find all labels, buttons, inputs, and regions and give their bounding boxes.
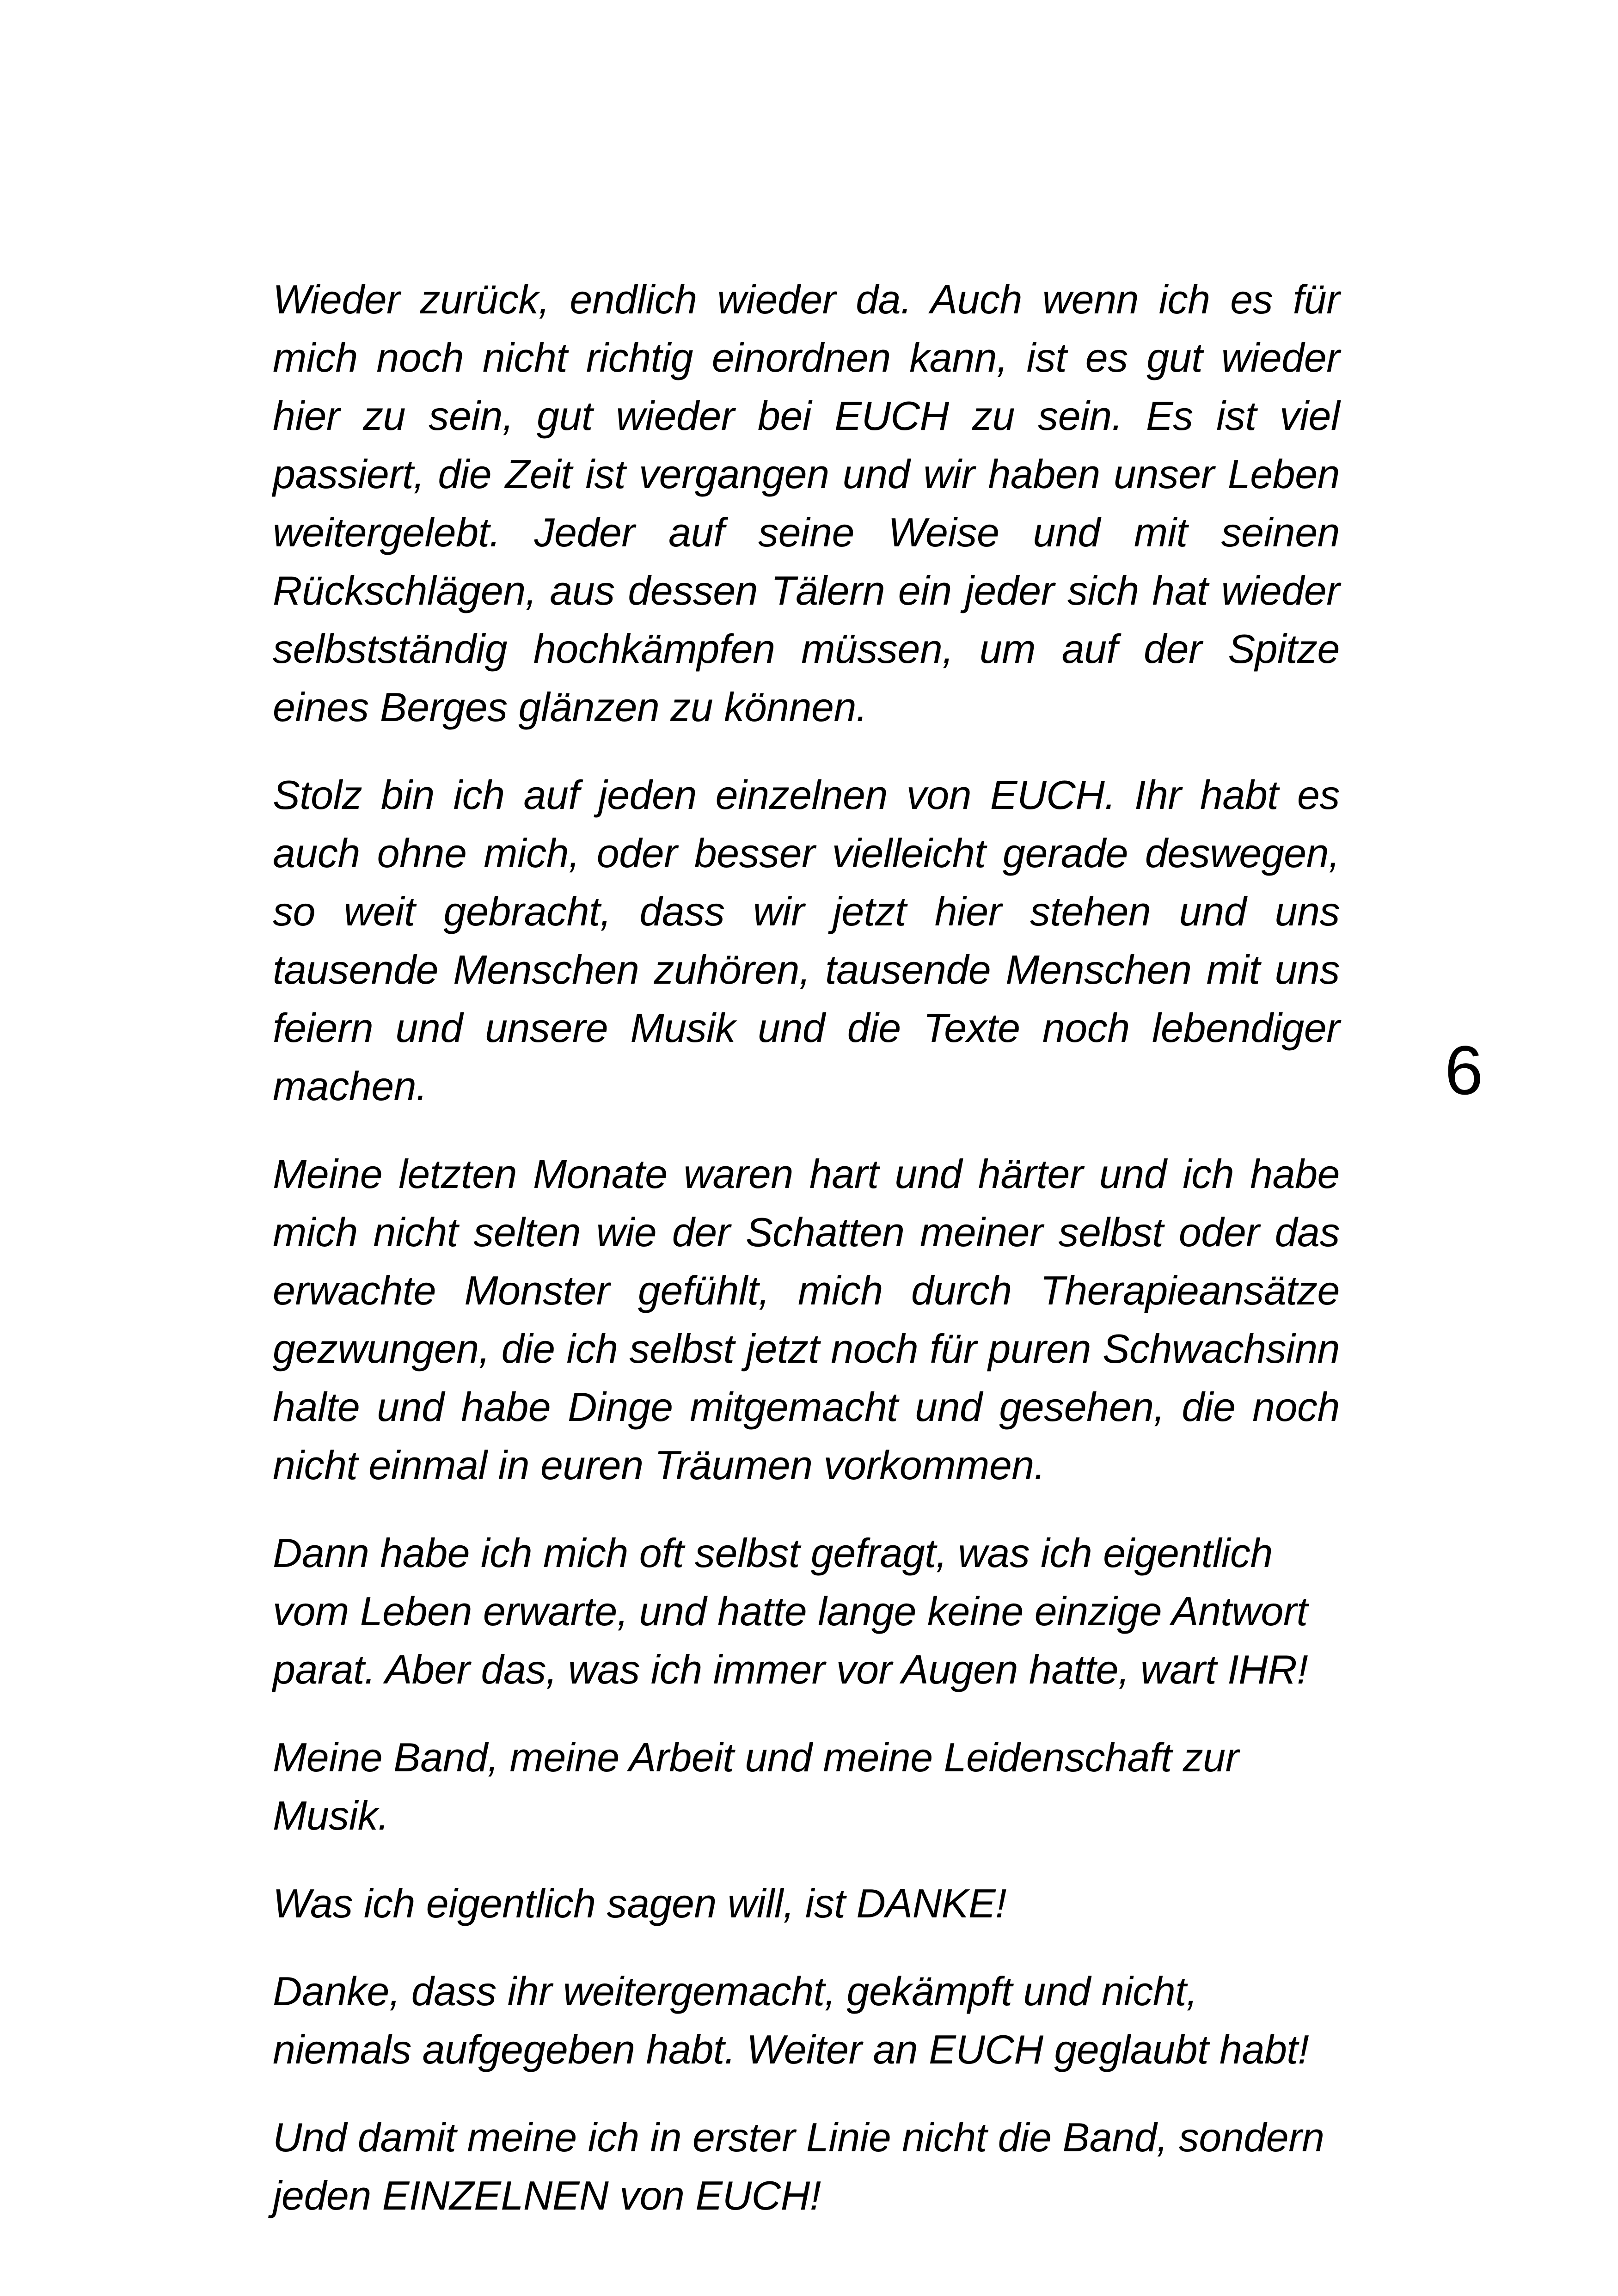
page-number: 6: [1445, 1031, 1483, 1109]
paragraph-5: Meine Band, meine Arbeit und meine Leidenschaft zur Musik.: [273, 1734, 1239, 1838]
paragraph-6: Was ich eigentlich sagen will, ist DANKE!: [273, 1880, 1006, 1926]
paragraph-1: Wieder zurück, endlich wieder da. Auch wenn ich es für mich noch nicht richtig einordnen kann, ist es gut wieder hier zu sein, gut wieder bei EUCH zu sein. Es ist viel passiert, die Zeit ist vergangen und wir haben unser Leben weitergelebt. Jeder auf seine Weise und mit seinen Rückschlägen, aus dessen Tälern ein jeder sich hat wieder selbstständig hochkämpfen müssen, um auf der Spitze eines Berges glänzen zu können.: [273, 276, 1340, 730]
paragraph-7: Danke, dass ihr weitergemacht, gekämpft und nicht, niemals aufgegeben habt. Weiter an EUCH geglaubt habt!: [273, 1968, 1309, 2072]
paragraph-8: Und damit meine ich in erster Linie nicht die Band, sondern jeden EINZELNEN von EUCH!: [273, 2114, 1324, 2218]
paragraph-2: Stolz bin ich auf jeden einzelnen von EUCH. Ihr habt es auch ohne mich, oder besser vielleicht gerade deswegen, so weit gebracht, dass wir jetzt hier stehen und uns tausende Menschen zuhören, tausende Menschen mit uns feiern und unsere Musik und die Texte noch lebendiger machen.: [273, 772, 1340, 1109]
body-text: [273, 270, 1340, 2254]
paragraph-4: Dann habe ich mich oft selbst gefragt, was ich eigentlich vom Leben erwarte, und hatte lange keine einzige Antwort parat. Aber das, was ich immer vor Augen hatte, wart IHR!: [273, 1530, 1308, 1692]
paragraph-3: Meine letzten Monate waren hart und härter und ich habe mich nicht selten wie der Schatten meiner selbst oder das erwachte Monster gefühlt, mich durch Therapieansätze gezwungen, die ich selbst jetzt noch für puren Schwachsinn halte und habe Dinge mitgemacht und gesehen, die noch nicht einmal in euren Träumen vorkommen.: [273, 1151, 1340, 1488]
